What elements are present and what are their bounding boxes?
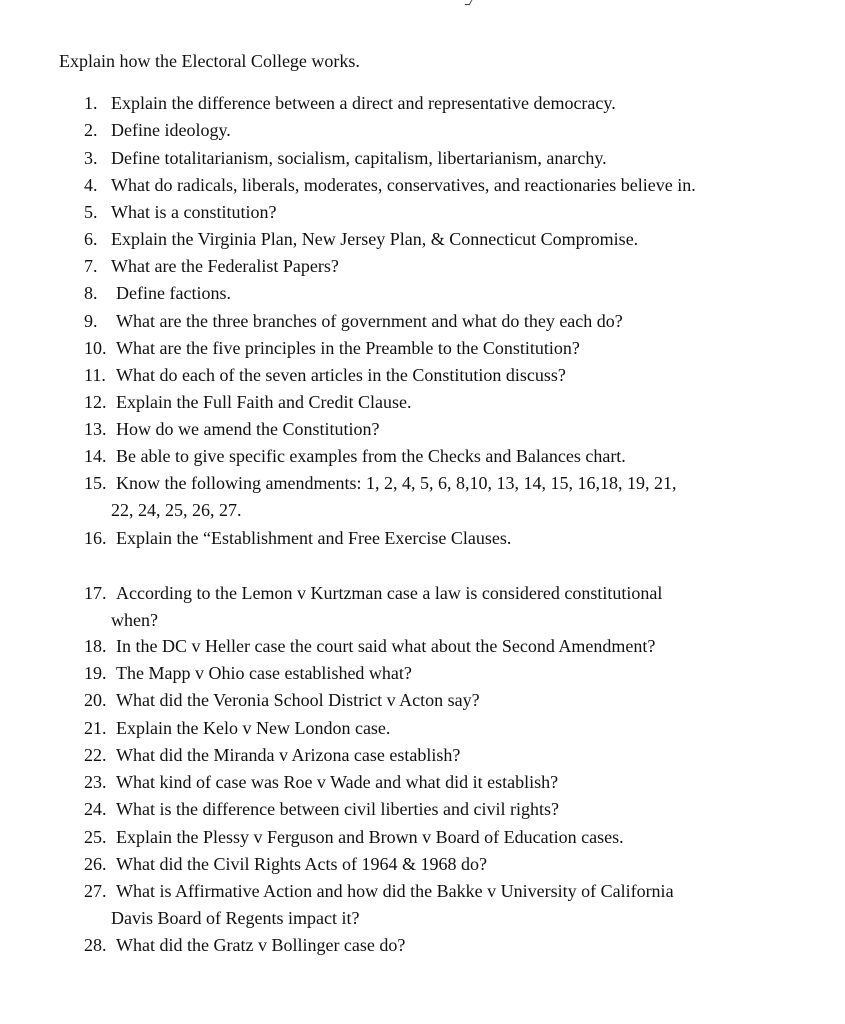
question-text: Explain the “Establishment and Free Exercise Clauses. (116, 528, 512, 548)
question-number: 23. (84, 772, 107, 792)
question-text: What did the Veronia School District v Acton say? (116, 690, 480, 710)
question-text: In the DC v Heller case the court said what about the Second Amendment? (116, 636, 656, 656)
question-number: 5. (84, 202, 98, 222)
question-number: 26. (84, 854, 107, 874)
question-text: Define totalitarianism, socialism, capitalism, libertarianism, anarchy. (111, 148, 607, 168)
question-number: 22. (84, 745, 107, 765)
question-text: What did the Civil Rights Acts of 1964 & 1968 do? (116, 854, 487, 874)
question-text: Explain the difference between a direct and representative democracy. (111, 93, 616, 113)
question-text: What do each of the seven articles in the Constitution discuss? (116, 365, 566, 385)
question-number: 8. (84, 283, 98, 303)
question-number: 7. (84, 256, 98, 276)
question-text: How do we amend the Constitution? (116, 419, 380, 439)
question-number: 19. (84, 663, 107, 683)
question-number: 18. (84, 636, 107, 656)
question-number: 2. (84, 120, 98, 140)
question-number: 6. (84, 229, 98, 249)
question-number: 4. (84, 175, 98, 195)
question-text: What did the Gratz v Bollinger case do? (116, 935, 406, 955)
question-text-continued: 22, 24, 25, 26, 27. (111, 500, 242, 520)
question-text: What kind of case was Roe v Wade and what did it establish? (116, 772, 559, 792)
question-text: Explain the Full Faith and Credit Clause. (116, 392, 412, 412)
question-text: Explain the Kelo v New London case. (116, 718, 391, 738)
question-number: 10. (84, 338, 107, 358)
question-text: What do radicals, liberals, moderates, conservatives, and reactionaries believe in. (111, 175, 696, 195)
question-text: What is the difference between civil liberties and civil rights? (116, 799, 560, 819)
question-text: What are the Federalist Papers? (111, 256, 339, 276)
question-text: What are the three branches of government and what do they each do? (116, 311, 623, 331)
question-number: 17. (84, 583, 107, 603)
question-text: Define factions. (116, 283, 231, 303)
question-number: 3. (84, 148, 98, 168)
question-number: 1. (84, 93, 98, 113)
question-number: 24. (84, 799, 107, 819)
question-text: What did the Miranda v Arizona case establish? (116, 745, 461, 765)
page-heading: Explain how the Electoral College works. (59, 51, 360, 71)
question-number: 21. (84, 718, 107, 738)
question-text: What are the five principles in the Preamble to the Constitution? (116, 338, 580, 358)
question-number: 16. (84, 528, 107, 548)
question-number: 20. (84, 690, 107, 710)
question-text: Explain the Plessy v Ferguson and Brown v Board of Education cases. (116, 827, 624, 847)
question-number: 25. (84, 827, 107, 847)
question-number: 14. (84, 446, 107, 466)
question-text: According to the Lemon v Kurtzman case a law is considered constitutional (116, 583, 663, 603)
question-text: Define ideology. (111, 120, 231, 140)
question-number: 28. (84, 935, 107, 955)
question-text: Explain the Virginia Plan, New Jersey Plan, & Connecticut Compromise. (111, 229, 639, 249)
question-number: 27. (84, 881, 107, 901)
question-number: 11. (84, 365, 106, 385)
question-text: The Mapp v Ohio case established what? (116, 663, 412, 683)
question-text: What is a constitution? (111, 202, 277, 222)
question-text-continued: Davis Board of Regents impact it? (111, 908, 360, 928)
question-text-continued: when? (111, 610, 158, 630)
question-text: What is Affirmative Action and how did the Bakke v University of California (116, 881, 674, 901)
question-text: Know the following amendments: 1, 2, 4, 5, 6, 8,10, 13, 14, 15, 16,18, 19, 21, (116, 473, 677, 493)
question-number: 12. (84, 392, 107, 412)
question-number: 15. (84, 473, 107, 493)
question-number: 9. (84, 311, 98, 331)
question-number: 13. (84, 419, 107, 439)
question-text: Be able to give specific examples from the Checks and Balances chart. (116, 446, 626, 466)
scan-mark (465, 0, 473, 5)
